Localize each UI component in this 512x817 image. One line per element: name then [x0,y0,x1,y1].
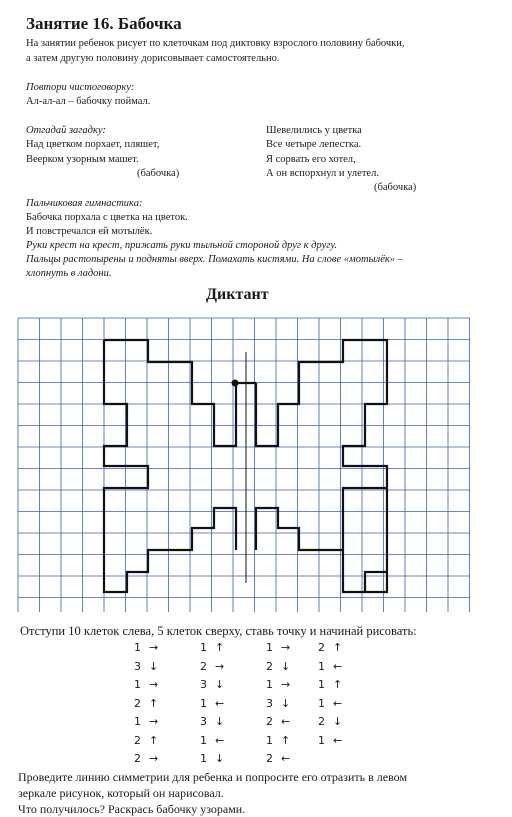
command-count: 1 [266,641,273,654]
command-count: 2 [134,733,141,747]
command-direction-icon: → [281,678,291,691]
command-cell [318,715,342,728]
command-direction-icon: ↑ [333,678,343,691]
riddle-right-line: Я сорвать его хотел, [266,154,356,165]
command-direction-icon: ← [281,715,291,728]
intro-line-2: а затем другую половину дорисовывает самостоятельно. [26,53,280,64]
command-cell [200,678,224,691]
command-cell [200,660,224,673]
command-count: 2 [134,696,141,710]
command-count: 1 [266,678,273,691]
finger-gym-line: И повстречался ей мотылёк. [26,226,153,237]
command-direction-icon: ↑ [149,696,159,710]
finger-gym-instruction: хлопнуть в ладони. [26,268,112,279]
command-count: 2 [318,715,325,728]
command-direction-icon: ↑ [281,733,291,747]
command-count: 1 [200,733,207,747]
command-cell [266,715,290,728]
command-direction-icon: ↓ [215,678,225,691]
command-direction-icon: → [149,641,159,654]
page-title: Занятие 16. Бабочка [26,14,182,33]
command-direction-icon: → [149,678,159,691]
command-cell [318,660,342,673]
command-direction-icon: ← [281,752,291,765]
command-count: 1 [134,678,141,691]
dictation-instruction: Отступи 10 клеток слева, 5 клеток сверху, ставь точку и начинай рисовать: [20,624,417,638]
command-direction-icon: ← [333,696,343,710]
command-count: 1 [318,659,325,673]
command-cell [266,678,290,691]
command-cell [318,697,342,710]
command-count: 3 [266,696,273,710]
command-direction-icon: ↓ [281,696,291,710]
command-direction-icon: ↑ [215,641,225,654]
command-direction-icon: ↑ [333,641,343,654]
command-direction-icon: ↓ [215,752,225,765]
command-cell [134,641,158,654]
finger-gym-line: Бабочка порхала с цветка на цветок. [26,212,188,223]
command-count: 1 [318,696,325,710]
riddle-left-line: Над цветком порхает, пляшет, [26,139,160,150]
dictation-heading: Диктант [206,286,269,303]
command-cell [318,641,342,654]
command-direction-icon: ↓ [149,659,159,673]
command-cell [134,752,158,765]
command-count: 1 [266,733,273,747]
footer-line-2: зеркале рисунок, который он нарисовал. [18,786,224,800]
command-cell [266,660,290,673]
command-direction-icon: → [149,752,159,765]
command-cell [318,678,342,691]
command-cell [200,641,224,654]
command-direction-icon: → [281,641,291,654]
command-count: 1 [318,678,325,691]
command-cell [266,734,290,747]
command-count: 2 [266,715,273,728]
command-direction-icon: ← [215,733,225,747]
command-cell [134,678,158,691]
command-count: 3 [134,659,141,673]
command-count: 2 [266,659,273,673]
command-cell [266,697,290,710]
command-count: 1 [200,752,207,765]
command-count: 2 [200,659,207,673]
command-cell [200,752,224,765]
command-direction-icon: ↑ [149,733,159,747]
finger-gym-instruction: Руки крест на крест, прижать руки тыльной стороной друг к другу. [26,240,337,251]
command-count: 1 [200,696,207,710]
start-dot [232,380,239,387]
riddle-label: Отгадай загадку: [26,125,106,136]
tongue-twister-text: Ал-ал-ал – бабочку поймал. [26,96,151,107]
riddle-left-line: Веерком узорным машет. [26,154,139,165]
footer-line-1: Проведите линию симметрии для ребенка и попросите его отразить в левом [18,770,408,784]
command-count: 1 [134,641,141,654]
command-count: 1 [318,733,325,747]
riddle-right-answer: (бабочка) [374,182,417,193]
command-cell [200,697,224,710]
riddle-left-answer: (бабочка) [137,168,180,179]
command-direction-icon: → [215,659,225,673]
command-cell [318,734,342,747]
command-count: 3 [200,678,207,691]
command-cell [266,752,290,765]
command-cell [134,734,158,747]
riddle-right-line: А он вспорхнул и улетел. [266,168,379,179]
command-cell [134,715,158,728]
command-count: 2 [318,641,325,654]
command-direction-icon: ↓ [281,659,291,673]
finger-gym-instruction: Пальцы растопырены и подняты вверх. Помахать кистями. На слове «мотылёк» – [26,254,403,265]
command-direction-icon: ← [333,733,343,747]
tongue-twister-label: Повтори чистоговорку: [26,82,135,93]
command-direction-icon: → [149,715,159,728]
command-cell [200,734,224,747]
command-count: 1 [134,715,141,728]
intro-line-1: На занятии ребенок рисует по клеточкам под диктовку взрослого половину бабочки, [26,38,405,49]
command-direction-icon: ← [333,659,343,673]
dictation-grid [0,300,512,620]
finger-gym-label: Пальчиковая гимнастика: [26,198,143,209]
command-cell [134,697,158,710]
command-cell [200,715,224,728]
riddle-right-line: Шевелились у цветка [266,125,362,136]
command-direction-icon: ↓ [215,715,225,728]
command-count: 2 [134,752,141,765]
command-count: 3 [200,715,207,728]
footer-line-3: Что получилось? Раскрась бабочку узорами. [18,802,246,816]
riddle-right-line: Все четыре лепестка. [266,139,362,150]
grid-lines [18,318,470,612]
command-cell [266,641,290,654]
command-cell [134,660,158,673]
command-count: 2 [266,752,273,765]
command-direction-icon: ← [215,696,225,710]
command-direction-icon: ↓ [333,715,343,728]
command-count: 1 [200,641,207,654]
